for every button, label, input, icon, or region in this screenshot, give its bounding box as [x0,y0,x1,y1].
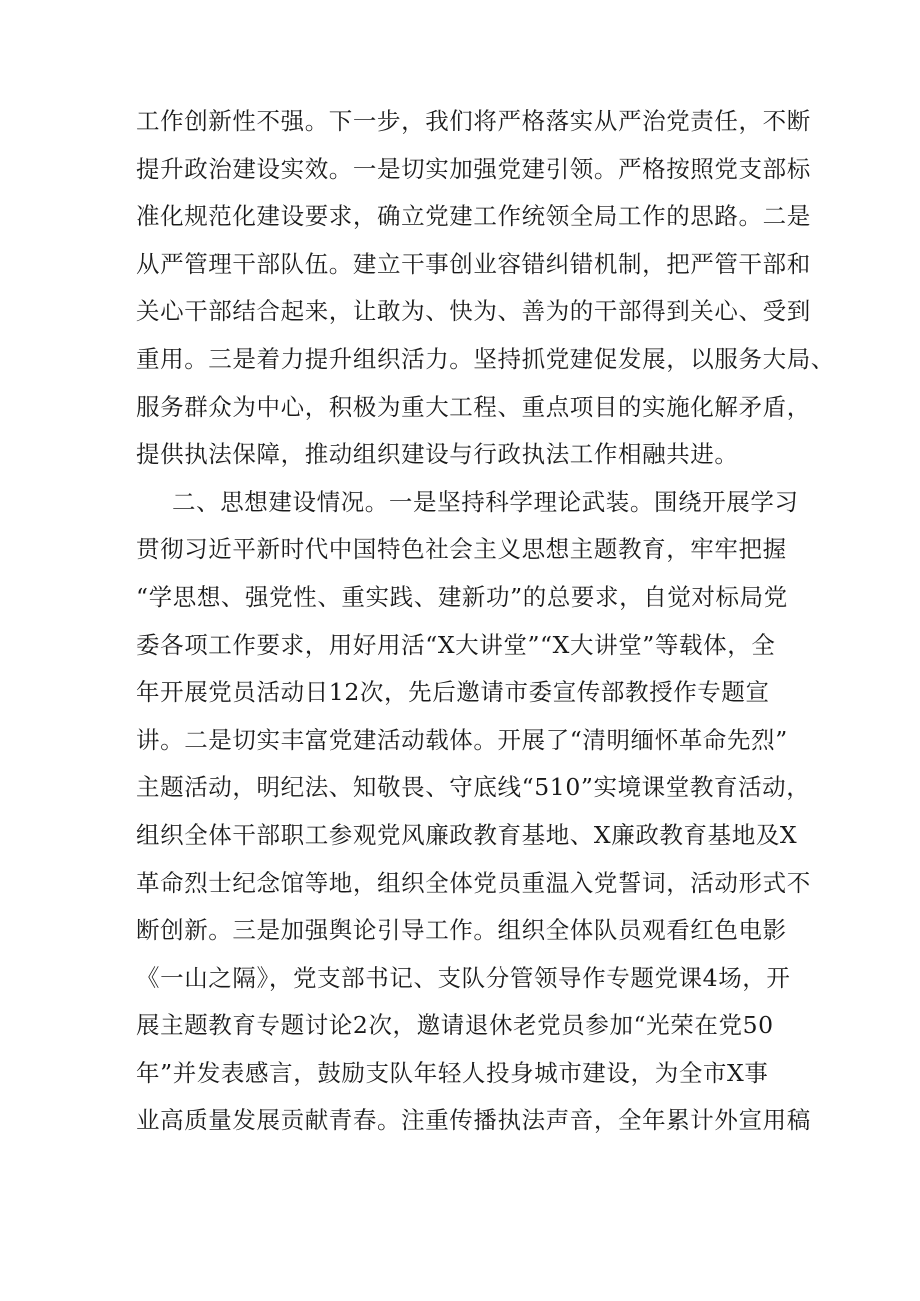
text-line: 业高质量发展贡献青春。注重传播执法声音，全年累计外宣用稿 [136,1106,811,1135]
text-line: 重用。三是着力提升组织活力。坚持抓党建促发展，以服务大局、 [136,344,835,373]
text-line: 关心干部结合起来，让敢为、快为、善为的干部得到关心、受到 [136,297,811,326]
text-line: 年开展党员活动日12次，先后邀请市委宣传部教授作专题宣 [136,678,770,707]
text-line: 组织全体干部职工参观党风廉政教育基地、X廉政教育基地及X [136,820,798,849]
text-line: 提供执法保障，推动组织建设与行政执法工作相融共进。 [136,440,739,469]
document-body [136,98,835,1145]
text-line: “学思想、强党性、重实践、建新功”的总要求，自觉对标局党 [136,582,788,611]
text-line: 贯彻习近平新时代中国特色社会主义思想主题教育，牢牢把握 [136,535,787,564]
text-line: 主题活动，明纪法、知敬畏、守底线“510”实境课堂教育活动， [136,773,811,802]
text-line: 准化规范化建设要求，确立党建工作统领全局工作的思路。二是 [136,202,811,231]
text-line: 革命烈士纪念馆等地，组织全体党员重温入党誓词，活动形式不 [136,868,811,897]
text-line: 二、思想建设情况。一是坚持科学理论武装。围绕开展学习 [172,487,799,516]
text-line: 服务群众为中心，积极为重大工程、重点项目的实施化解矛盾， [136,392,811,421]
text-line: 《一山之隔》，党支部书记、支队分管领导作专题党课4场，开 [136,963,791,992]
text-line: 提升政治建设实效。一是切实加强党建引领。严格按照党支部标 [136,154,811,183]
text-line: 讲。二是切实丰富党建活动载体。开展了“清明缅怀革命先烈” [136,725,788,754]
text-line: 工作创新性不强。下一步，我们将严格落实从严治党责任，不断 [136,107,811,135]
text-line: 断创新。三是加强舆论引导工作。组织全体队员观看红色电影 [136,916,787,945]
text-line: 从严管理干部队伍。建立干事创业容错纠错机制，把严管干部和 [136,249,811,278]
text-line: 展主题教育专题讨论2次，邀请退休老党员参加“光荣在党50 [136,1011,774,1040]
text-line: 委各项工作要求，用好用活“X大讲堂”“X大讲堂”等载体，全 [136,630,776,659]
text-line: 年”并发表感言，鼓励支队年轻人投身城市建设，为全市X事 [136,1058,769,1087]
